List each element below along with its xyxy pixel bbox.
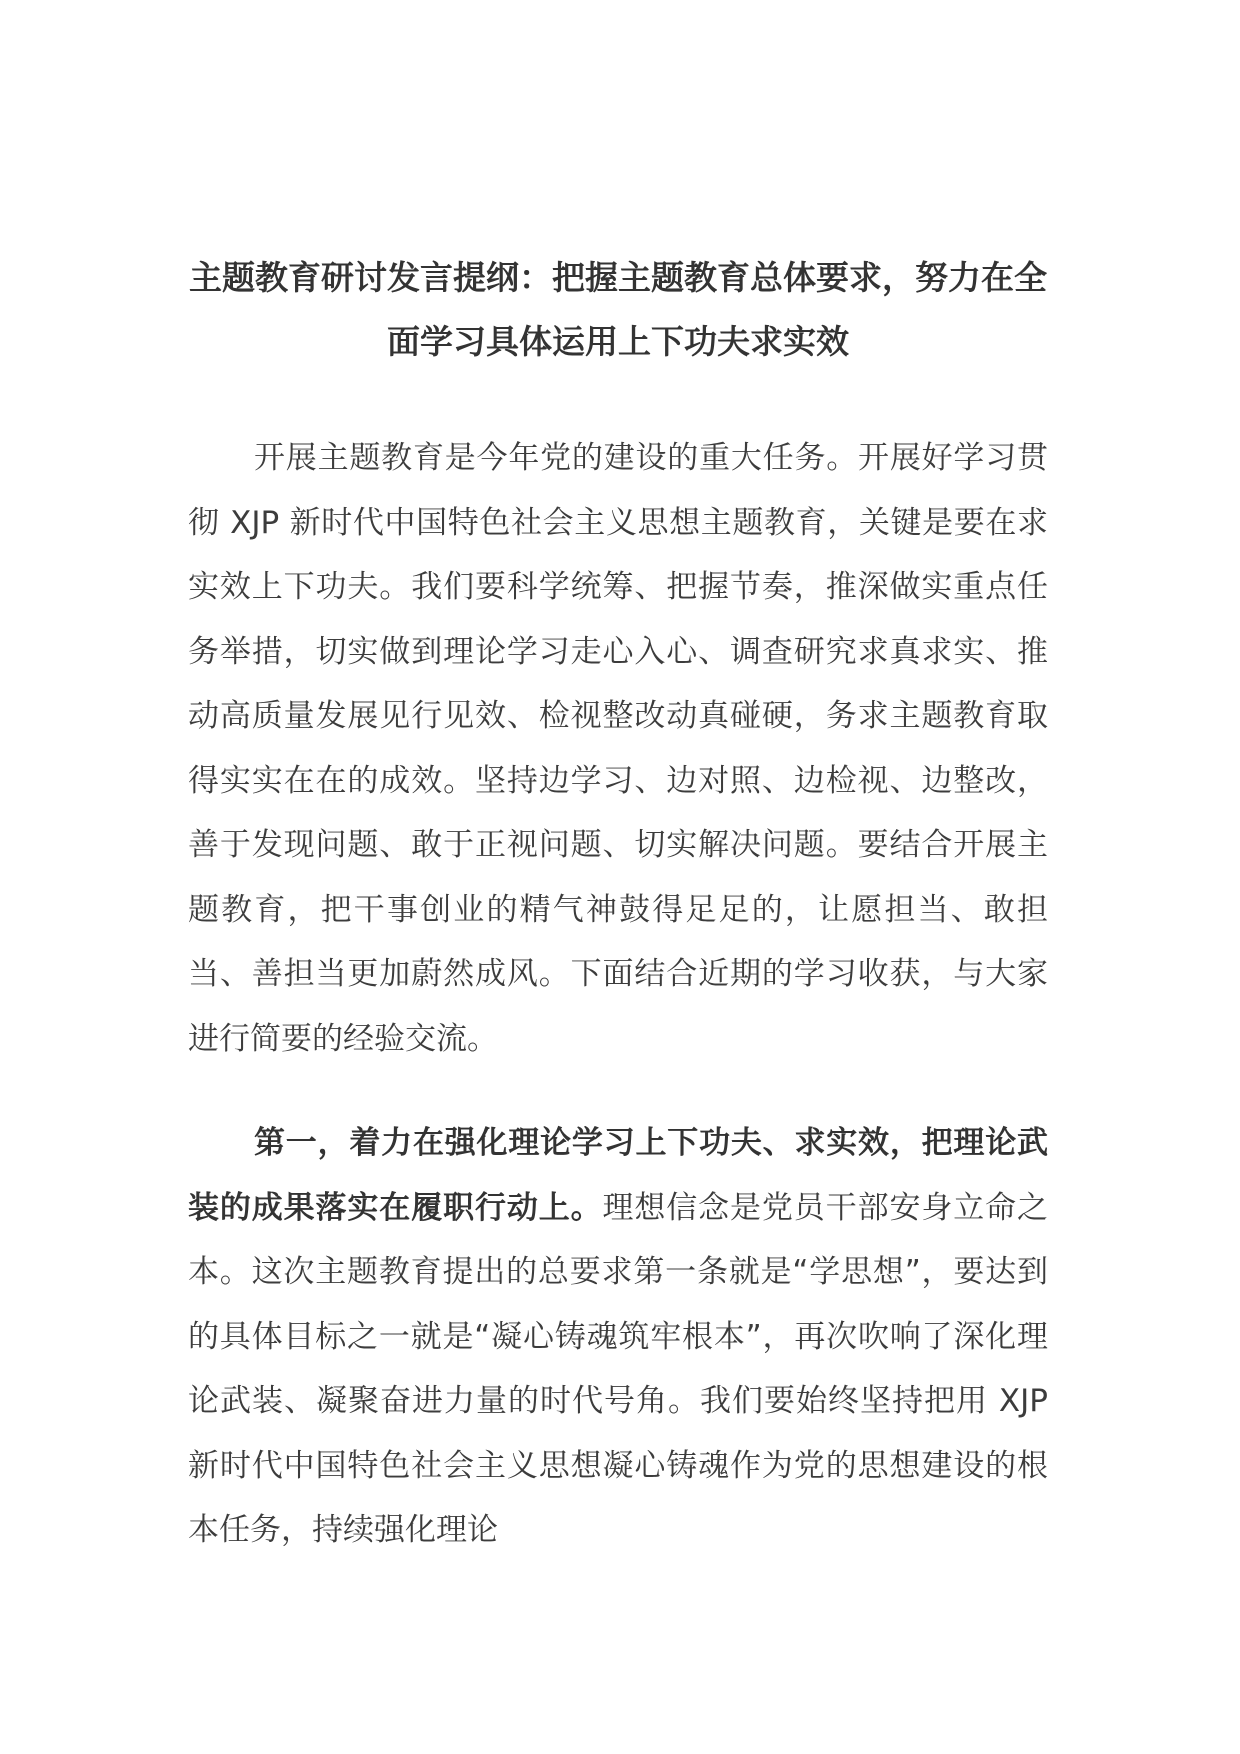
document-body	[188, 246, 1048, 1563]
document-title: 主题教育研讨发言提纲：把握主题教育总体要求，努力在全面学习具体运用上下功夫求实效	[189, 258, 1047, 361]
paragraph-first-point-text: 理想信念是党员干部安身立命之本。这次主题教育提出的总要求第一条就是“学思想”，要达到的具体目标之一就是“凝心铸魂筑牢根本”，再次吹响了深化理论武装、凝聚奋进力量的时代号角。我们要始终坚持把用 XJP 新时代中国特色社会主义思想凝心铸魂作为党的思想建设的根本任务，持续强化理论	[188, 1189, 1048, 1548]
paragraph-first-point	[188, 1111, 1048, 1563]
paragraph-intro	[188, 426, 1048, 1071]
paragraph-first-point-heading: 第一，着力在强化理论学习上下功夫、求实效，把理论武装的成果落实在履职行动上。	[188, 1125, 1048, 1226]
paragraph-intro-text: 开展主题教育是今年党的建设的重大任务。开展好学习贯彻 XJP 新时代中国特色社会主义思想主题教育，关键是要在求实效上下功夫。我们要科学统筹、把握节奏，推深做实重点任务举措，切实做到理论学习走心入心、调查研究求真求实、推动高质量发展见行见效、检视整改动真碰硬，务求主题教育取得实实在在的成效。坚持边学习、边对照、边检视、边整改，善于发现问题、敢于正视问题、切实解决问题。要结合开展主题教育，把干事创业的精气神鼓得足足的，让愿担当、敢担当、善担当更加蔚然成风。下面结合近期的学习收获，与大家进行简要的经验交流。	[188, 440, 1048, 1057]
